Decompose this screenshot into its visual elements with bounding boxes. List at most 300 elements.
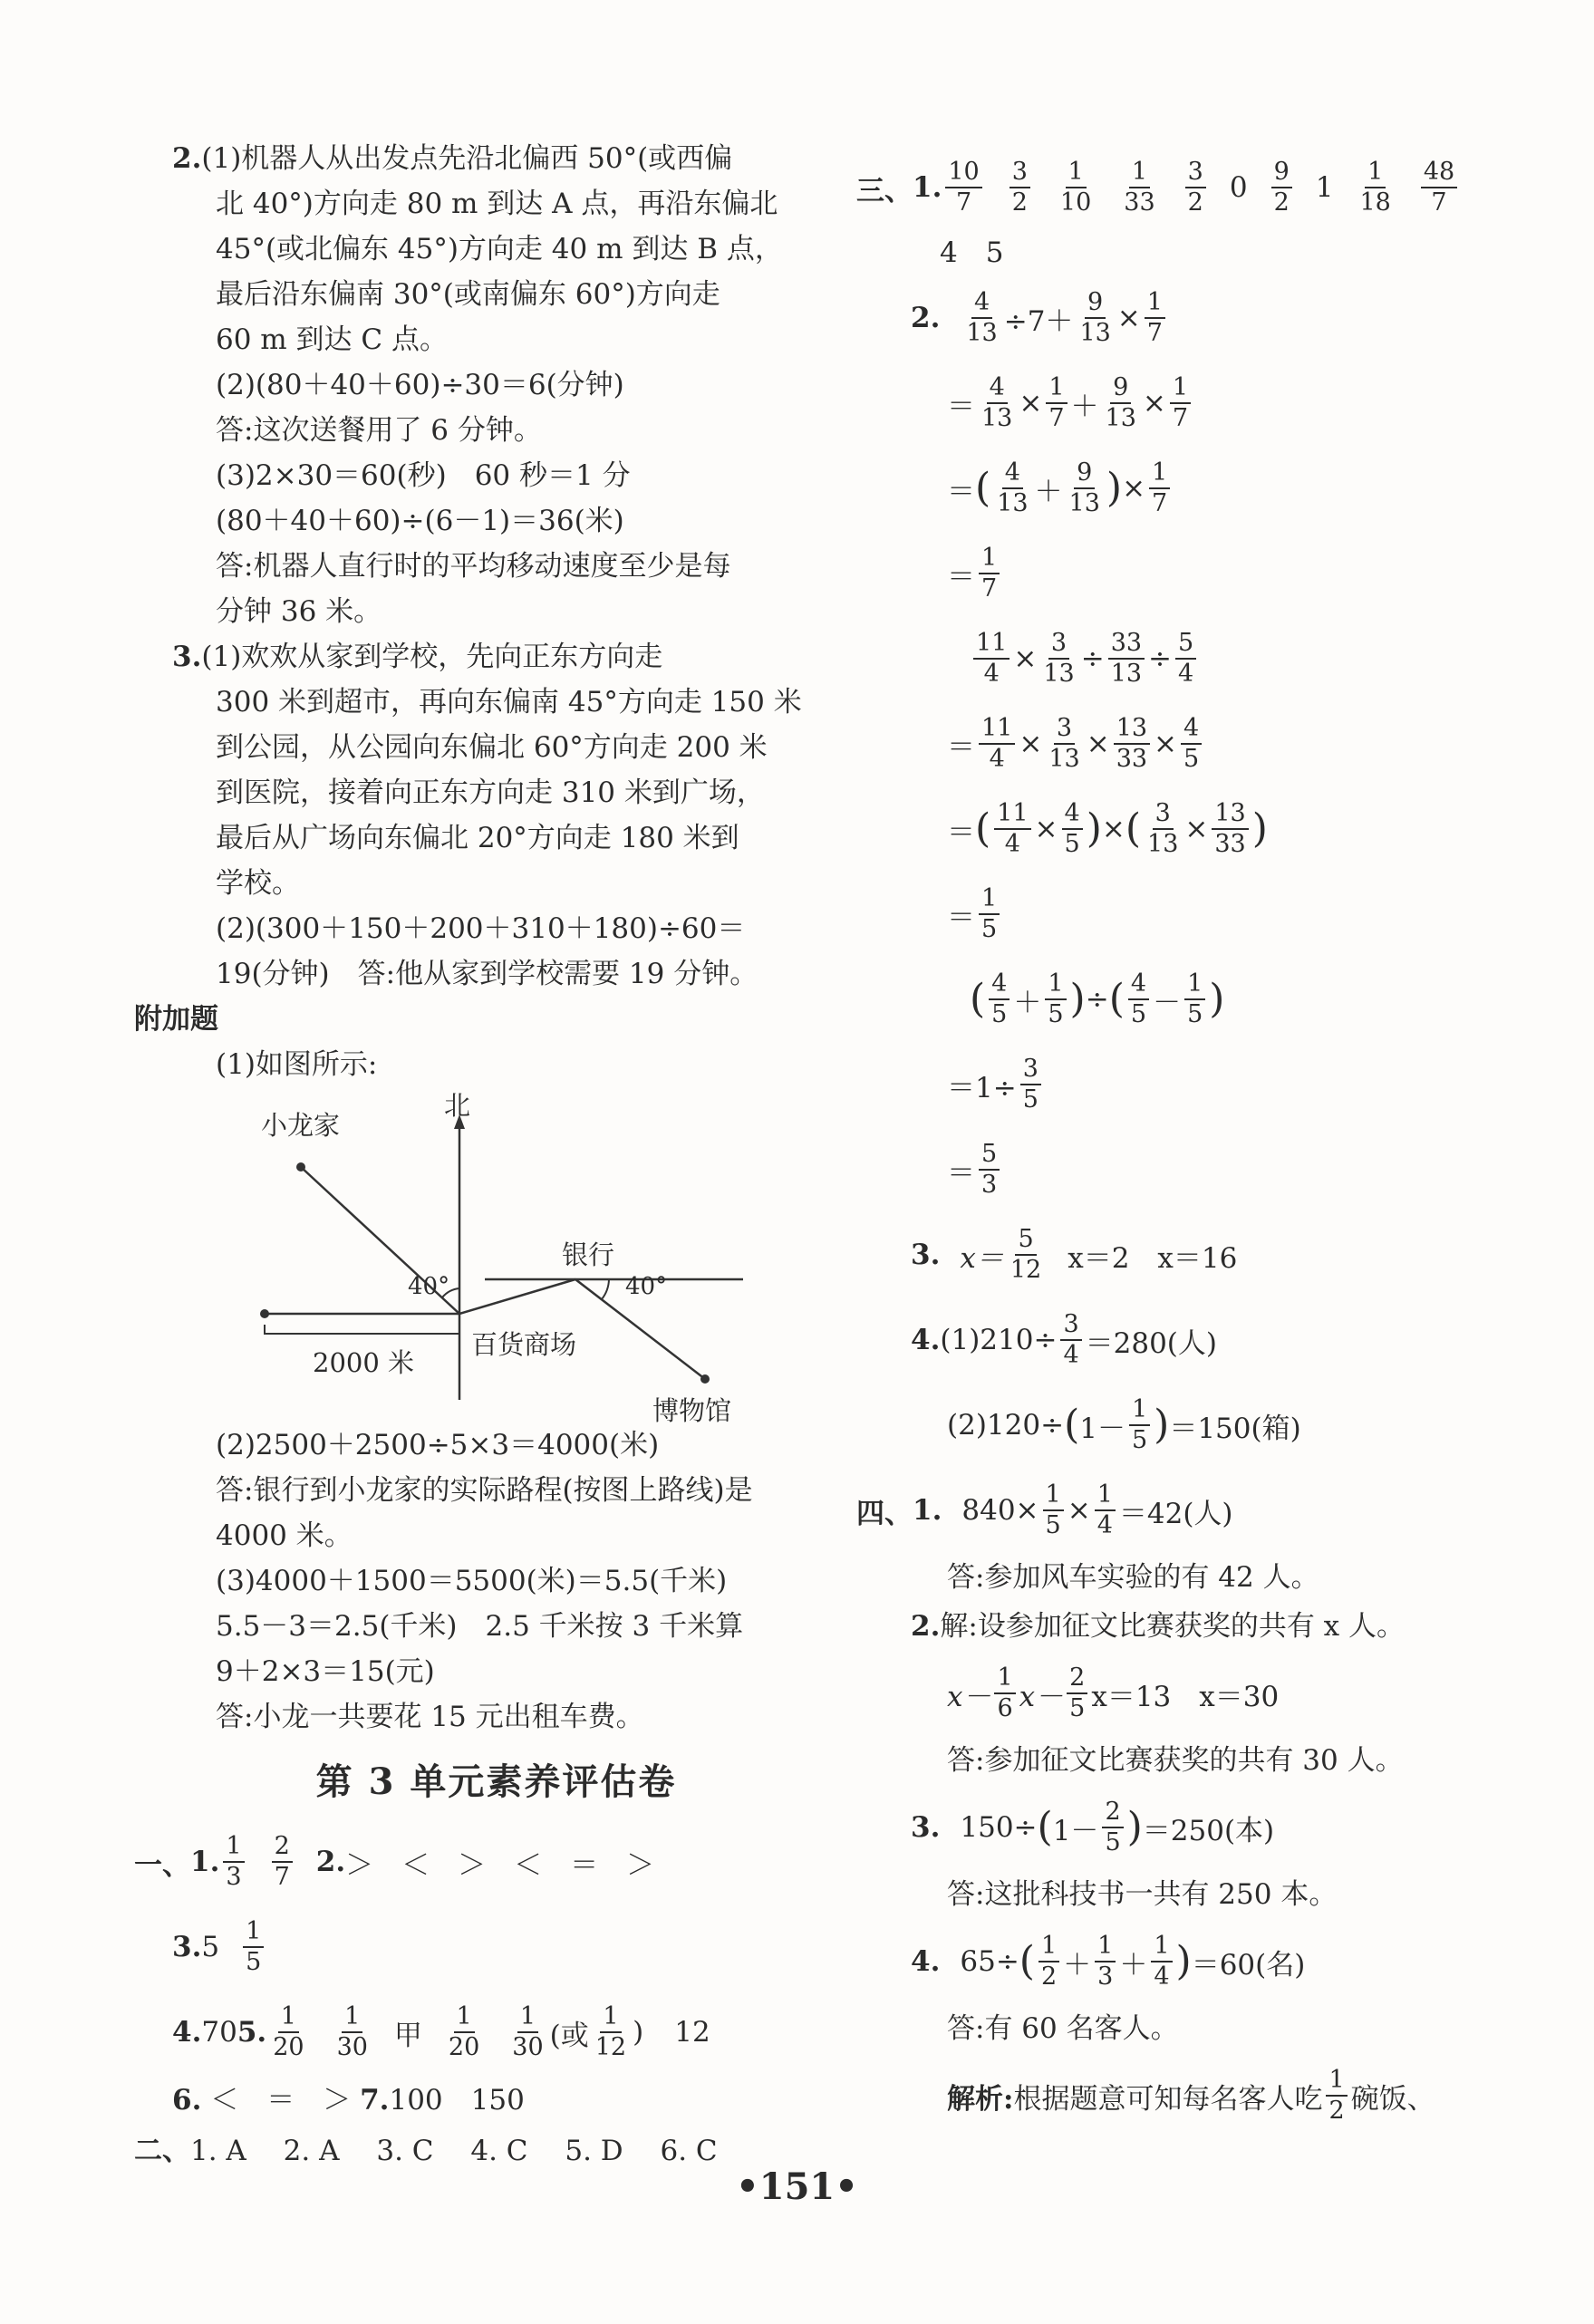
q2-line-3: 45°(或北偏东 45°)方向走 40 m 到达 B 点， — [216, 233, 783, 265]
s1-q7-answer: 100 150 — [389, 2084, 525, 2117]
distance-bracket — [265, 1325, 459, 1334]
extra-line-2: 答:银行到小龙家的实际路程(按图上路线)是 — [216, 1474, 753, 1507]
extra-line-5: 5.5－3＝2.5(千米) 2.5 千米按 3 千米算 — [216, 1610, 744, 1643]
museum-point — [700, 1374, 710, 1384]
s4-q3-in: 1－ — [1052, 1814, 1099, 1847]
q3-line-2: 300 米到超市，再向东偏南 45°方向走 150 米 — [216, 686, 802, 718]
s3-q3-frac — [1008, 1225, 1044, 1285]
denominator: 4 — [1096, 1511, 1113, 1539]
numerator: 11 — [994, 799, 1030, 830]
s4-q2-answer: 答:参加征文比赛获奖的共有 30 人。 — [947, 1744, 1404, 1777]
s3-q4-number: 4. — [911, 1324, 941, 1356]
s4-q2-end: x＝13 x＝30 — [1091, 1680, 1280, 1713]
s1-label: 一、 — [134, 1848, 190, 1882]
numerator: 1 — [600, 2002, 621, 2033]
s1-q2-answer: ＞ ＜ ＞ ＜ ＝ ＞ — [345, 1848, 655, 1882]
denominator: 13 — [1068, 489, 1100, 517]
denominator: 5 — [1069, 1694, 1086, 1722]
s4-q4-plus-2: ＋ — [1119, 1948, 1148, 1982]
numerator: 4 — [1062, 799, 1083, 830]
q2-text: (1)机器人从出发点先沿北偏西 50°(或西偏 — [201, 142, 733, 175]
denominator: 2 — [1040, 1962, 1058, 1991]
frac — [979, 544, 1000, 603]
denominator: 3 — [1097, 1962, 1114, 1991]
denominator: 7 — [1172, 404, 1189, 432]
q2-line-5: 60 m 到达 C 点。 — [216, 323, 448, 356]
frac — [1045, 969, 1066, 1029]
s3-q4-b-pre: (2)120÷ — [947, 1409, 1065, 1442]
s3-q4-a-post: ＝280(人) — [1085, 1326, 1217, 1360]
q3-number: 3. — [172, 641, 202, 673]
numerator: 1 — [1149, 458, 1170, 489]
frac — [1212, 799, 1248, 859]
numerator: 1 — [1129, 158, 1150, 188]
s1-q5-or: (或 — [549, 2019, 589, 2052]
s3-frac-2 — [1010, 158, 1030, 217]
s1-q5-frac-2 — [334, 2002, 371, 2062]
numerator: 3 — [1060, 1310, 1081, 1341]
frac — [1128, 969, 1149, 1029]
frac — [963, 288, 1000, 348]
denominator: 12 — [1010, 1256, 1042, 1284]
denominator: 7 — [1431, 188, 1447, 217]
numerator: 3 — [1048, 629, 1069, 660]
numerator: 1 — [1151, 1932, 1172, 1962]
q2-line-9: (80＋40＋60)÷(6－1)＝36(米) — [216, 505, 624, 537]
denominator: 33 — [1116, 745, 1148, 773]
s3-one: 1 — [1315, 171, 1334, 204]
s4-q1-number: 1. — [913, 1494, 942, 1527]
numerator: 1 — [1184, 969, 1205, 1000]
s4-q3-answer: 答:这批科技书一共有 250 本。 — [947, 1878, 1338, 1911]
s1-row-1 — [134, 1819, 820, 1905]
s1-q2-number: 2. — [315, 1846, 346, 1878]
frac — [979, 1140, 1000, 1200]
s3-q3-rest: x＝2 x＝16 — [1067, 1241, 1238, 1275]
s4-q4-number: 4. — [911, 1945, 941, 1978]
s1-row-3 — [172, 1990, 820, 2075]
numerator: 48 — [1421, 158, 1457, 188]
denominator: 13 — [981, 404, 1013, 432]
s3-q2-line-9: ( $\frac{4}{5}$ ＋ $\frac{1}{5}$ ) ÷ ( $\frac{4}{5}$ － $\frac{1}{5}$ ) — [970, 969, 1225, 1028]
label-angle-2: 40° — [625, 1273, 668, 1300]
s3-q4-row-2: (2)120÷ ( 1－ $\frac{1}{5}$ ) ＝150(箱) — [947, 1395, 1301, 1454]
s3-frac-7 — [1357, 158, 1393, 217]
frac — [1020, 1055, 1041, 1114]
frac — [1046, 714, 1082, 774]
numerator: 2 — [1067, 1663, 1087, 1694]
numerator: 2 — [272, 1832, 293, 1863]
s4-q4-post: ＝60(名) — [1191, 1948, 1306, 1982]
s4-q1-frac-2 — [1095, 1480, 1116, 1540]
q3-line-6: 学校。 — [216, 867, 300, 900]
denominator: 5 — [1105, 1828, 1121, 1856]
numerator: 9 — [1074, 458, 1095, 489]
right-column — [856, 145, 1527, 2138]
s4-q4-plus-1: ＋ — [1063, 1948, 1092, 1982]
label-north: 北 — [444, 1090, 471, 1121]
label-museum: 博物馆 — [652, 1395, 732, 1426]
frac — [1145, 799, 1181, 859]
numerator: 4 — [987, 373, 1008, 404]
label-xiaolong-home: 小龙家 — [261, 1110, 341, 1141]
denominator: 13 — [1147, 830, 1179, 858]
denominator: 13 — [1048, 745, 1080, 773]
denominator: 7 — [1146, 319, 1163, 347]
frac — [1046, 373, 1067, 433]
s4-q4-row: 4. 65÷ ( $\frac{1}{2}$ ＋ $\frac{1}{3}$ ＋ $\frac{1}{4}$ ) ＝60(名) — [911, 1932, 1306, 1991]
numerator: 3 — [1010, 158, 1030, 188]
s1-q5-close: ) — [633, 2016, 644, 2049]
denominator: 33 — [1124, 188, 1155, 217]
extra-heading: 附加题 — [134, 1003, 218, 1036]
label-department-store: 百货商场 — [471, 1329, 577, 1360]
denominator: 2 — [1273, 188, 1290, 217]
denominator: 4 — [983, 660, 1000, 688]
numerator: 11 — [979, 714, 1015, 745]
s4-q2-text: 解:设参加征文比赛获奖的共有 x 人。 — [940, 1610, 1406, 1643]
denominator: 20 — [273, 2033, 304, 2061]
denominator: 4 — [1063, 1341, 1079, 1369]
frac — [1062, 799, 1083, 859]
s1-q5-jia: 甲 — [393, 2019, 422, 2052]
label-distance: 2000 米 — [313, 1347, 415, 1378]
s4-q1-pre: 840× — [961, 1494, 1039, 1527]
numerator: 1 — [1145, 288, 1165, 319]
s4-q1-mid: × — [1067, 1494, 1091, 1527]
frac — [1077, 288, 1113, 348]
denominator: 13 — [997, 489, 1029, 517]
numerator: 1 — [994, 1663, 1015, 1694]
denominator: 7 — [274, 1863, 290, 1891]
s3-q2-line-1: 2. $\frac{4}{13}$ ÷7＋ $\frac{9}{13}$ × $\frac{1}{7}$ — [856, 275, 1527, 361]
s3-q2-number: 2. — [911, 302, 941, 334]
denominator: 7 — [1152, 489, 1168, 517]
numerator: 4 — [1002, 458, 1023, 489]
denominator: 33 — [1214, 830, 1246, 858]
s3-q4-a-pre: (1)210÷ — [940, 1324, 1058, 1356]
numerator: 13 — [1114, 714, 1150, 745]
analysis-frac — [1326, 2066, 1347, 2126]
s1-q3-number: 3. — [172, 1931, 202, 1963]
west-point — [260, 1309, 269, 1318]
s3-q2-line-3: ＝ ( $\frac{4}{13}$ ＋ $\frac{9}{13}$ ) × $\frac{1}{7}$ — [856, 446, 1527, 531]
s4-q4-pre: 65÷ — [960, 1945, 1019, 1978]
s4-q2-number: 2. — [911, 1610, 941, 1643]
denominator: 13 — [1043, 660, 1075, 688]
s3-row-1-cont: 4 5 — [940, 236, 1004, 269]
s4-q1-post: ＝42(人) — [1118, 1497, 1233, 1530]
denominator: 5 — [1130, 1000, 1147, 1028]
denominator: 7 — [981, 574, 998, 603]
q2-line-8: (3)2×30＝60(秒) 60 秒＝1 分 — [216, 459, 631, 492]
s4-q2-mid: x－ — [1019, 1680, 1064, 1713]
numerator: 5 — [1015, 1225, 1036, 1256]
label-angle-1: 40° — [408, 1273, 450, 1300]
denominator: 5 — [1131, 1426, 1148, 1454]
s4-q3-post: ＝250(本) — [1142, 1814, 1275, 1847]
numerator: 1 — [243, 1917, 264, 1948]
s1-q4-answer: 70 — [201, 2016, 237, 2049]
frac — [1175, 629, 1196, 689]
s4-q2-frac-2 — [1067, 1663, 1087, 1723]
unit-title: 第 3 单元素养评估卷 — [315, 1760, 677, 1803]
s1-q4-number: 4. — [172, 2016, 202, 2049]
frac — [1114, 714, 1150, 774]
numerator: 1 — [1046, 373, 1067, 404]
s3-q2-line-8: ＝ $\frac{1}{5}$ — [856, 872, 1527, 957]
denominator: 13 — [966, 319, 998, 347]
s1-q3-frac — [243, 1917, 264, 1977]
numerator: 5 — [979, 1140, 1000, 1171]
frac — [973, 629, 1010, 689]
s3-label: 三、 — [856, 174, 913, 207]
s1-q1-frac-2 — [272, 1832, 293, 1892]
denominator: 30 — [512, 2033, 544, 2061]
numerator: 4 — [989, 969, 1010, 1000]
s4-q4-frac-2 — [1095, 1932, 1116, 1991]
s1-q6-number: 6. — [172, 2084, 202, 2117]
denominator: 2 — [1187, 188, 1203, 217]
numerator: 2 — [1102, 1798, 1123, 1828]
frac — [1181, 714, 1202, 774]
q2-line-1 — [172, 136, 820, 181]
s4-q3-pre: 150÷ — [960, 1811, 1038, 1844]
numerator: 1 — [1365, 158, 1386, 188]
s4-q3-frac — [1102, 1798, 1123, 1857]
numerator: 5 — [1175, 629, 1196, 660]
s1-q1-number: 1. — [190, 1846, 220, 1878]
denominator: 6 — [997, 1694, 1013, 1722]
extra-intro: (1)如图所示: — [216, 1048, 378, 1081]
s3-q2-line-4: ＝ $\frac{1}{7}$ — [856, 531, 1527, 616]
numerator: 1 — [278, 2002, 299, 2033]
s3-q3-row — [856, 1212, 1527, 1297]
s4-q2-frac-1 — [994, 1663, 1015, 1723]
frac — [1103, 373, 1139, 433]
numerator: 1 — [517, 2002, 538, 2033]
denominator: 7 — [955, 188, 972, 217]
q2-line-2: 北 40°)方向走 80 m 到达 A 点，再沿东偏北 — [216, 188, 778, 220]
s3-q1-number: 1. — [913, 171, 942, 204]
frac — [1184, 969, 1205, 1029]
numerator: 1 — [1095, 1932, 1116, 1962]
s1-q5-last: 12 — [674, 2016, 710, 2049]
s1-q1-frac-1 — [223, 1832, 244, 1892]
denominator: 4 — [1154, 1962, 1170, 1991]
s4-q3-number: 3. — [911, 1811, 941, 1844]
numerator: 1 — [342, 2002, 362, 2033]
numerator: 13 — [1212, 799, 1248, 830]
q2-line-4: 最后沿东偏南 30°(或南偏东 60°)方向走 — [216, 278, 720, 311]
frac — [1040, 629, 1077, 689]
s4-q1-frac-1 — [1043, 1480, 1064, 1540]
q3-line-1 — [172, 634, 820, 680]
s3-q2-line-7: ＝ ( $\frac{11}{4}$ × $\frac{4}{5}$ ) × ( $\frac{3}{13}$ × $\frac{13}{33}$ ) — [947, 799, 1268, 858]
s4-q4-frac-1 — [1039, 1932, 1059, 1991]
numerator: 1 — [1045, 969, 1066, 1000]
s3-q4-b-frac — [1129, 1395, 1150, 1455]
numerator: 3 — [1054, 714, 1075, 745]
frac — [979, 373, 1015, 433]
numerator: 1 — [1039, 1932, 1059, 1962]
numerator: 9 — [1110, 373, 1131, 404]
frac — [1170, 373, 1191, 433]
numerator: 1 — [979, 884, 1000, 915]
s1-q3-answer: 5 — [201, 1931, 220, 1963]
s1-q5-number: 5. — [237, 2016, 267, 2049]
numerator: 1 — [979, 544, 1000, 574]
q3-line-7: (2)(300＋150＋200＋310＋180)÷60＝ — [216, 912, 746, 945]
s3-q3-x1: x＝ — [960, 1241, 1004, 1275]
xiaolong-point — [296, 1162, 305, 1172]
numerator: 4 — [1128, 969, 1149, 1000]
denominator: 5 — [246, 1948, 262, 1976]
numerator: 4 — [1181, 714, 1202, 745]
numerator: 1 — [1326, 2066, 1347, 2097]
s3-frac-1 — [945, 158, 981, 217]
frac — [979, 884, 1000, 944]
s4-q2-eq-x: x－ — [947, 1680, 991, 1713]
s3-frac-6 — [1271, 158, 1292, 217]
denominator: 5 — [1048, 1000, 1064, 1028]
s4-q4-answer: 答:有 60 名客人。 — [947, 2012, 1179, 2045]
denominator: 3 — [226, 1863, 242, 1891]
denominator: 4 — [1178, 660, 1194, 688]
denominator: 3 — [981, 1171, 998, 1199]
s1-q5-frac-3 — [446, 2002, 482, 2062]
s2-answers: 1. A 2. A 3. C 4. C 5. D 6. C — [190, 2135, 718, 2167]
angle-arc-2 — [602, 1279, 609, 1299]
numerator: 9 — [1271, 158, 1292, 188]
q2-line-6: (2)(80＋40＋60)÷30＝6(分钟) — [216, 369, 624, 401]
s3-q2-line-6: ＝ $\frac{11}{4}$ × $\frac{3}{13}$ × $\frac{13}{33}$ × $\frac{4}{5}$ — [856, 701, 1527, 786]
s4-q4-frac-3 — [1151, 1932, 1172, 1991]
numerator: 1 — [1170, 373, 1191, 404]
numerator: 3 — [1185, 158, 1206, 188]
numerator: 1 — [1066, 158, 1087, 188]
analysis-end: 碗饭、 — [1350, 2082, 1435, 2116]
s3-q2-line-11: ＝ $\frac{5}{3}$ — [856, 1127, 1527, 1212]
numerator: 1 — [1095, 1480, 1116, 1511]
s1-q6-answer: ＜ ＝ ＞ — [210, 2084, 352, 2117]
s1-q7-number: 7. — [360, 2084, 390, 2117]
frac — [994, 799, 1030, 859]
road-to-bank — [459, 1279, 575, 1314]
extra-line-4: (3)4000＋1500＝5500(米)＝5.5(千米) — [216, 1565, 728, 1597]
s1-q5-frac-5 — [593, 2002, 629, 2062]
s3-frac-8 — [1421, 158, 1457, 217]
extra-line-6: 9＋2×3＝15(元) — [216, 1655, 435, 1688]
s3-frac-5 — [1185, 158, 1206, 217]
q2-number: 2. — [172, 142, 202, 175]
s3-q4-a-frac — [1060, 1310, 1081, 1370]
s4-label: 四、 — [856, 1497, 913, 1530]
denominator: 10 — [1059, 188, 1092, 217]
numerator: 1 — [1129, 1395, 1150, 1426]
denominator: 12 — [594, 2033, 627, 2061]
numerator: 9 — [1085, 288, 1106, 319]
denominator: 5 — [981, 915, 998, 943]
s3-q4-b-in: 1－ — [1079, 1412, 1125, 1445]
s3-q3-number: 3. — [911, 1239, 941, 1271]
frac — [989, 969, 1010, 1029]
s1-q5-frac-4 — [509, 2002, 546, 2062]
q3-line-8: 19(分钟) 答:他从家到学校需要 19 分钟。 — [216, 958, 758, 990]
denominator: 18 — [1359, 188, 1391, 217]
s4-q1-answer: 答:参加风车实验的有 42 人。 — [947, 1561, 1319, 1594]
s1-row-4 — [172, 2075, 820, 2126]
q3-line-3: 到公园，从公园向东偏北 60°方向走 200 米 — [216, 731, 768, 764]
denominator: 7 — [1048, 404, 1065, 432]
denominator: 2 — [1011, 188, 1028, 217]
s4-q3-row: 3. 150÷ ( 1－ $\frac{2}{5}$ ) ＝250(本) — [911, 1798, 1275, 1856]
s3-q4-row-1 — [856, 1297, 1527, 1383]
denominator: 4 — [989, 745, 1005, 773]
frac — [1145, 288, 1165, 348]
numerator: 10 — [945, 158, 981, 188]
denominator: 5 — [1022, 1085, 1039, 1114]
extra-line-7: 答:小龙一共要花 15 元出租车费。 — [216, 1701, 644, 1733]
s3-row-1 — [856, 145, 1527, 230]
q3-line-4: 到医院，接着向正东方向走 310 米到广场， — [216, 776, 765, 809]
s1-q5-frac-1 — [270, 2002, 306, 2062]
denominator: 30 — [336, 2033, 368, 2061]
q3-line-5: 最后从广场向东偏北 20°方向走 180 米到 — [216, 822, 739, 854]
s1-row-2 — [172, 1905, 820, 1990]
s4-q2-row — [856, 1602, 1527, 1651]
denominator: 5 — [1064, 830, 1080, 858]
extra-line-3: 4000 米。 — [216, 1519, 353, 1552]
q2-line-7: 答:这次送餐用了 6 分钟。 — [216, 414, 542, 447]
left-column — [134, 136, 820, 2176]
s4-q1-row — [856, 1468, 1527, 1553]
s4-analysis — [856, 2053, 1527, 2138]
numerator: 1 — [223, 1832, 244, 1863]
frac — [1067, 458, 1103, 518]
denominator: 5 — [1045, 1511, 1061, 1539]
s3-frac-4 — [1121, 158, 1157, 217]
denominator: 4 — [1004, 830, 1020, 858]
s3-q4-b-post: ＝150(箱) — [1169, 1412, 1301, 1445]
denominator: 20 — [448, 2033, 480, 2061]
denominator: 13 — [1110, 660, 1143, 688]
frac — [979, 714, 1015, 774]
s4-q2-equation — [856, 1651, 1527, 1736]
denominator: 2 — [1328, 2097, 1345, 2125]
s3-q2-line-5: $\frac{11}{4}$ × $\frac{3}{13}$ ÷ $\frac{33}{13}$ ÷ $\frac{5}{4}$ — [856, 616, 1527, 701]
denominator: 13 — [1079, 319, 1111, 347]
extra-line-1: (2)2500＋2500÷5×3＝4000(米) — [216, 1429, 660, 1461]
frac — [1149, 458, 1170, 518]
numerator: 33 — [1108, 629, 1145, 660]
s3-frac-3 — [1058, 158, 1094, 217]
q2-line-10: 答:机器人直行时的平均移动速度至少是每 — [216, 550, 731, 583]
label-bank: 银行 — [562, 1239, 615, 1270]
numerator: 1 — [454, 2002, 475, 2033]
analysis-label: 解析: — [947, 2082, 1014, 2116]
q2-line-11: 分钟 36 米。 — [216, 595, 382, 628]
numerator: 11 — [973, 629, 1010, 660]
denominator: 5 — [1183, 745, 1200, 773]
numerator: 3 — [1020, 1055, 1041, 1085]
frac — [994, 458, 1030, 518]
s2-label: 二、 — [134, 2135, 190, 2167]
direction-diagram — [172, 1087, 820, 1426]
numerator: 4 — [971, 288, 992, 319]
frac — [1108, 629, 1145, 689]
page-number: •151• — [736, 2165, 858, 2208]
